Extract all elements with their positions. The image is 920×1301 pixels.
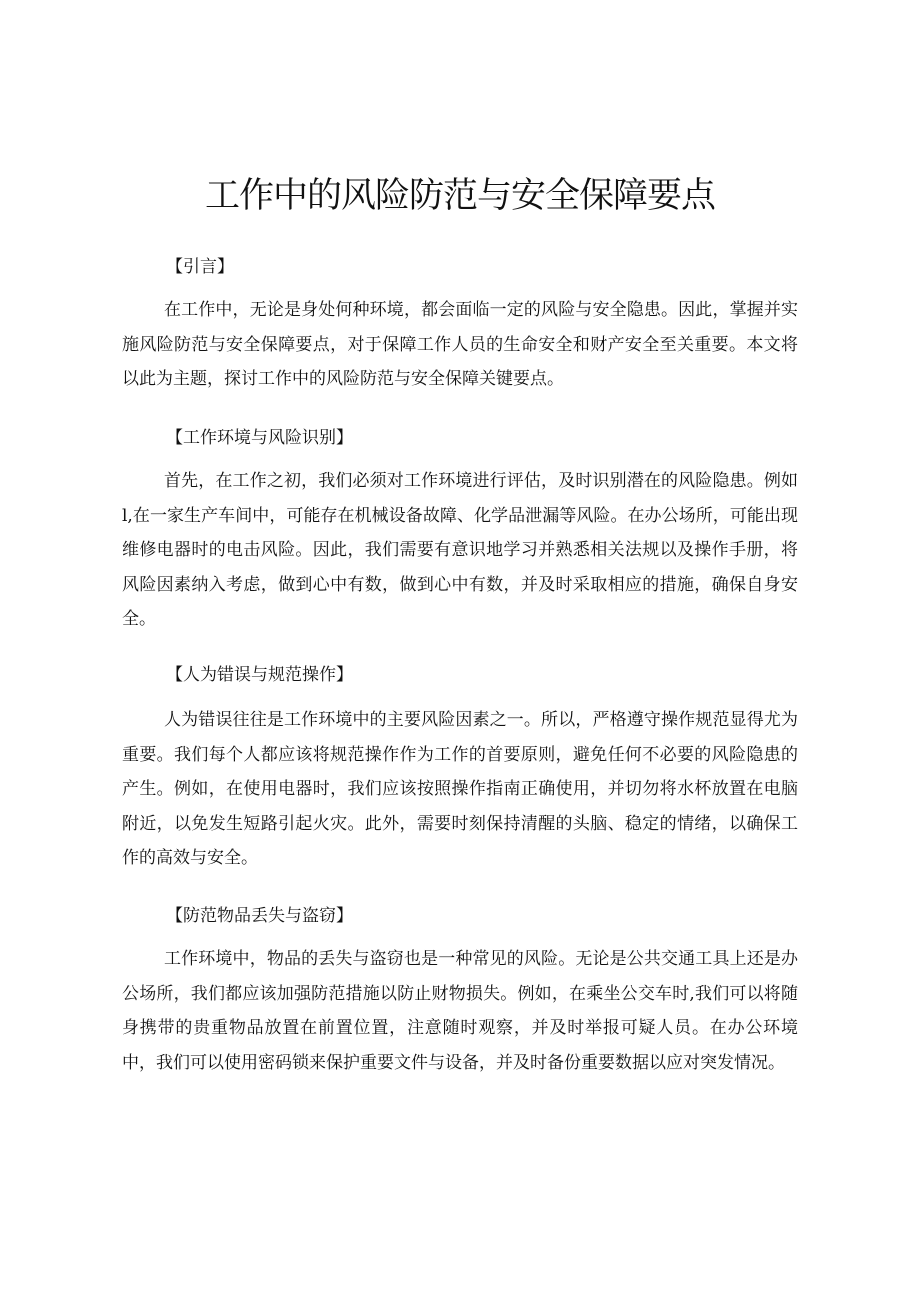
section-paragraph-intro: 在工作中，无论是身处何种环境，都会面临一定的风险与安全隐患。因此，掌握并实施风险防范与安全保障要点，对于保障工作人员的生命安全和财产安全至关重要。本文将以此为主题，探讨工作中的风险防范与安全保障关键要点。 [122, 300, 798, 389]
section-heading-human-error: 【人为错误与规范操作】 [166, 665, 353, 685]
section-paragraph-environment: 首先，在工作之初，我们必须对工作环境进行评估，及时识别潜在的风险隐患。例如l,在一家生产车间中，可能存在机械设备故障、化学品泄漏等风险。在办公场所，可能出现维修电器时的电击风险。因此，我们需要有意识地学习并熟悉相关法规以及操作手册，将风险因素纳入考虑，做到心中有数，做到心中有数，并及时采取相应的措施，确保自身安全。 [122, 471, 798, 629]
section-paragraph-theft: 工作环境中，物品的丢失与盗窃也是一种常见的风险。无论是公共交通工具上还是办公场所，我们都应该加强防范措施以防止财物损失。例如，在乘坐公交车时,我们可以将随身携带的贵重物品放置在前置位置，注意随时观察，并及时举报可疑人员。在办公环境中，我们可以使用密码锁来保护重要文件与设备，并及时备份重要数据以应对突发情况。 [122, 949, 798, 1073]
section-paragraph-human-error: 人为错误往往是工作环境中的主要风险因素之一。所以，严格遵守操作规范显得尤为重要。我们每个人都应该将规范操作作为工作的首要原则，避免任何不必要的风险隐患的产生。例如，在使用电器时，我们应该按照操作指南正确使用，并切勿将水杯放置在电脑附近，以免发生短路引起火灾。此外，需要时刻保持清醒的头脑、稳定的情绪，以确保工作的高效与安全。 [122, 710, 798, 868]
section-heading-environment: 【工作环境与风险识别】 [166, 428, 353, 448]
section-heading-intro: 【引言】 [166, 257, 234, 277]
section-heading-theft: 【防范物品丢失与盗窃】 [166, 906, 353, 926]
page-title: 工作中的风险防范与安全保障要点 [204, 176, 715, 216]
